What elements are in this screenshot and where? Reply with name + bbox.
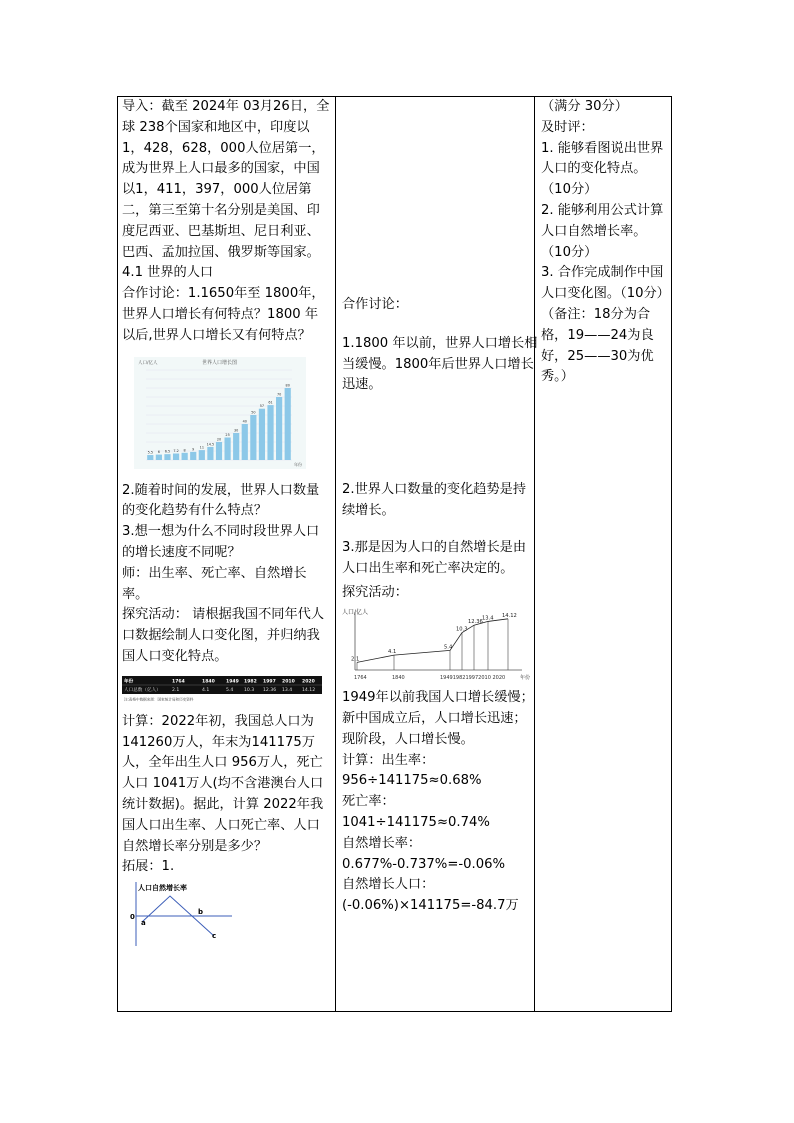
bar-label: 50	[251, 410, 256, 415]
bar-label: 20	[216, 437, 222, 442]
value-label: 2.1	[351, 656, 360, 663]
bar	[164, 454, 170, 460]
teacher-note: 师：出生率、死亡率、自然增长率。	[122, 565, 307, 602]
bar-label: 25	[225, 432, 230, 437]
activity-text: 探究活动： 请根据我国不同年代人口数据绘制人口变化图，并归纳我国人口变化特点。	[122, 607, 325, 664]
value-label: 5.4	[444, 644, 453, 651]
criterion-2: 2. 能够利用公式计算人口自然增长率。	[541, 202, 664, 239]
criterion-3: 3. 合作完成制作中国人口变化图。（10分）	[541, 265, 670, 302]
bar-label: 6.5	[164, 449, 171, 454]
answer-3: 3.那是因为人口的自然增长是由人口出生率和死亡率决定的。	[342, 539, 527, 576]
point-a: a	[141, 919, 146, 928]
criterion-1: 1. 能够看图说出世界人口的变化特点。	[541, 140, 664, 177]
calc-growth: 0.677%-0.737%=-0.06%	[342, 856, 506, 872]
bar-label: 6	[157, 449, 160, 454]
value-label: 14.12	[502, 612, 517, 619]
x-tick-1840: 1840	[392, 675, 405, 682]
bar-label: 7.2	[173, 448, 179, 453]
bar	[190, 451, 196, 459]
table-header: 年份	[124, 679, 134, 685]
table-cell: 4.1	[202, 687, 210, 693]
bar-label: 80	[285, 383, 290, 388]
bar	[242, 424, 248, 460]
calc-population: 自然增长人口：(-0.06%)×141175=-84.7万	[342, 877, 519, 914]
china-population-chart	[342, 606, 532, 682]
natural-growth-chart	[124, 878, 234, 950]
bar	[250, 415, 256, 460]
table-header: 1997	[263, 679, 276, 685]
chart-title: 世界人口增长图	[202, 359, 238, 366]
table-header: 1982	[244, 679, 257, 685]
bar	[173, 453, 179, 459]
bar	[285, 388, 291, 460]
value-label: 12.36	[468, 619, 483, 626]
discussion-heading: 合作讨论：	[342, 297, 408, 312]
population-line	[357, 619, 508, 663]
calc-question: 计算：2022年初，我国总人口为141260万人，年末为141175万人，全年出生人口 956万人，死亡人口 1041万人(均不含港澳台人口统计数据)。据此，计算 2022年我国人口出生率、人口死亡率、人口自然增长率分别是多少？	[122, 713, 324, 854]
x-tick-1764: 1764	[354, 675, 367, 682]
bar-label: 11	[199, 445, 204, 450]
question-3: 3.想一想为什么不同时段世界人口的增长速度不同呢？	[122, 524, 320, 560]
china-chart-ylabel: 人口/亿人	[342, 609, 369, 617]
china-chart-xlabel: 年份	[520, 675, 531, 682]
bar-label: 9	[192, 446, 195, 451]
answer-1: 1.1800 年以前，世界人口增长相当缓慢。1800年后世界人口增长迅速。	[342, 335, 538, 393]
lesson-column	[122, 97, 330, 950]
bar-label: 14.5	[206, 442, 215, 447]
table-header: 2010	[282, 679, 295, 685]
bar	[276, 397, 282, 460]
table-header: 1764	[172, 679, 185, 685]
bar	[267, 405, 273, 460]
question-2: 2.随着时间的发展，世界人口数量的变化趋势有什么特点？	[122, 482, 320, 519]
section-title: 4.1 世界的人口	[122, 265, 214, 281]
bar	[156, 454, 162, 459]
bar	[182, 452, 188, 459]
point-c: c	[212, 932, 217, 941]
bar	[207, 447, 213, 460]
table-note: 注:表格中数据来源：国家统计局和历史资料	[124, 697, 194, 702]
bar	[259, 408, 265, 459]
summary: 1949年以前我国人口增长缓慢；新中国成立后，人口增长迅速；现阶段，人口增长慢。	[342, 690, 534, 747]
bar	[233, 433, 239, 460]
lesson-table	[117, 96, 672, 1012]
x-tick-1949-2020: 1949198219972010 2020	[440, 675, 506, 682]
score-note: （备注：18分为合格，19——24为良好，25——30为优秀。）	[541, 306, 654, 385]
question-1: 合作讨论：1.1650年至 1800年，世界人口增长有何特点？1800 年以后,世界人口增长又有何特点？	[122, 286, 325, 343]
bar-label: 70	[276, 392, 282, 397]
point-b: b	[198, 908, 204, 917]
bar-label: 5.5	[147, 450, 153, 455]
calc-birth: 计算：出生率：956÷141175≈0.68%	[342, 752, 482, 789]
table-header: 2020	[302, 679, 315, 685]
table-cell: 12.36	[263, 687, 277, 693]
bar-label: 30	[234, 428, 239, 433]
table-cell: 13.4	[282, 687, 293, 693]
zero-label: 0	[130, 913, 135, 922]
table-row-label: 人口总数（亿人）	[124, 687, 161, 693]
intro-text: 导入：截至 2024年 03月26日，全球 238个国家和地区中，印度以1，428，628，000人位居第一，成为世界上人口最多的国家，中国以1，411，397，000人位居第二，第三至第十名分别是美国、印度尼西亚、巴基斯坦、尼日利亚、巴西、孟加拉国、俄罗斯等国家。	[122, 99, 330, 260]
criterion-1-score: （10分）	[541, 182, 598, 198]
student-column	[342, 97, 538, 917]
answer-2: 2.世界人口数量的变化趋势是持续增长。	[342, 482, 527, 518]
growth-chart-title: 人口自然增长率	[138, 884, 187, 893]
table-cell: 2.1	[172, 687, 180, 693]
bar-label: 57	[259, 403, 265, 408]
bar	[216, 442, 222, 460]
bar-label: 8	[183, 447, 186, 452]
eval-heading: 及时评：	[541, 119, 594, 135]
score-total: （满分 30分）	[541, 99, 628, 114]
table-header: 1840	[202, 679, 215, 685]
column-divider	[335, 97, 336, 1011]
value-label: 10.3	[456, 626, 468, 633]
calc-death: 死亡率：1041÷141175≈0.74%	[342, 794, 490, 830]
evaluation-column	[541, 97, 671, 388]
criterion-2-score: （10分）	[541, 244, 598, 260]
world-population-chart	[134, 357, 306, 469]
table-cell: 10.3	[244, 687, 255, 693]
spacer	[342, 97, 538, 295]
value-label: 13.4	[482, 615, 494, 622]
bar-label: 61	[268, 400, 273, 405]
table-cell: 5.4	[226, 687, 234, 693]
bar	[224, 437, 230, 460]
chart-ylabel: 人口/亿人	[138, 360, 158, 366]
spacer	[342, 396, 538, 480]
chart-xlabel: 年份	[294, 461, 302, 467]
bar	[147, 455, 153, 460]
extension-label: 拓展：1.	[122, 859, 175, 875]
bar	[199, 450, 205, 460]
calc-growth-label: 自然增长率：	[342, 835, 422, 851]
bar-label: 40	[242, 419, 247, 424]
china-population-table	[122, 676, 322, 702]
activity-heading: 探究活动：	[342, 585, 408, 601]
table-cell: 14.12	[302, 687, 316, 693]
value-label: 4.1	[388, 649, 397, 656]
table-header: 1949	[226, 679, 239, 685]
